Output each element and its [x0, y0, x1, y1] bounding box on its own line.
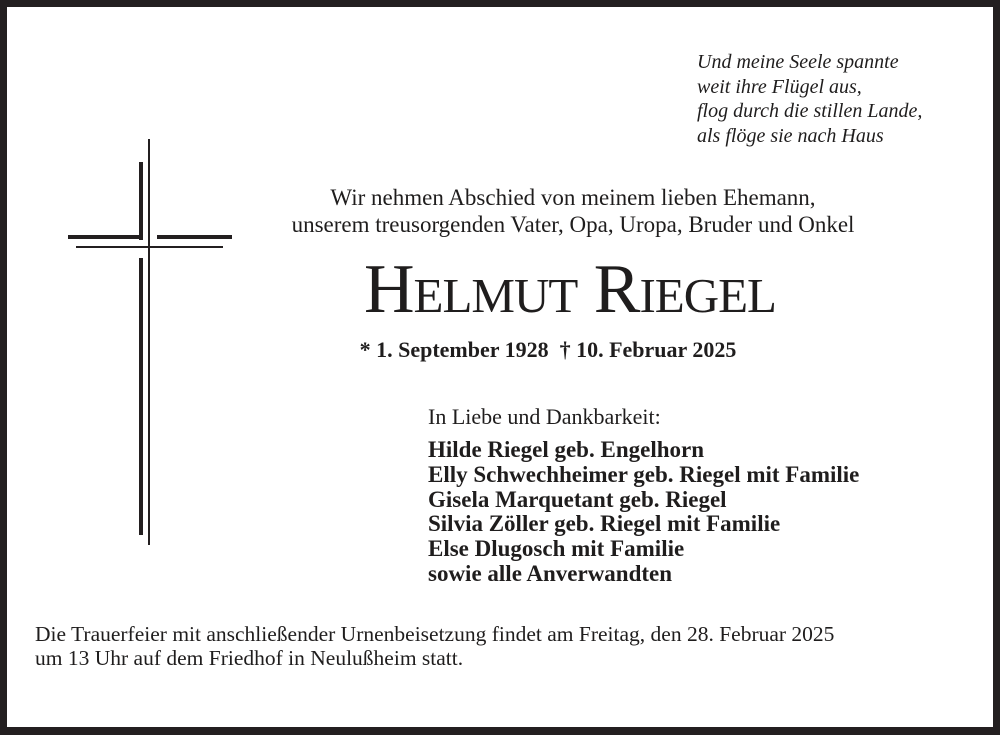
poem-line: Und meine Seele spannte — [697, 51, 899, 73]
intro-line: unserem treusorgenden Vater, Opa, Uropa, Bruder und Onkel — [291, 212, 855, 237]
deceased-name: Helmut Riegel — [364, 251, 776, 328]
mourners-list — [428, 438, 859, 587]
intro-text — [230, 184, 916, 238]
mourner: Hilde Riegel geb. Engelhorn — [428, 437, 704, 462]
intro-line: Wir nehmen Abschied von meinem lieben Ehemann, — [330, 185, 816, 210]
funeral-line: Die Trauerfeier mit anschließender Urnenbeisetzung findet am Freitag, den 28. Februar 2025 — [35, 622, 835, 646]
life-dates: * 1. September 1928 † 10. Februar 2025 — [359, 337, 737, 362]
mourner: Else Dlugosch mit Familie — [428, 536, 685, 562]
poem-line: als flöge sie nach Haus — [697, 124, 884, 147]
mourner: Silvia Zöller geb. Riegel mit Familie — [428, 511, 781, 537]
mourner: Elly Schwechheimer geb. Riegel mit Familie — [428, 461, 860, 487]
funeral-info — [35, 622, 834, 670]
poem — [697, 50, 922, 148]
mourner: Gisela Marquetant geb. Riegel — [428, 486, 727, 512]
mourner: sowie alle Anverwandten — [428, 560, 673, 586]
mourners-heading: In Liebe und Dankbarkeit: — [428, 404, 661, 429]
poem-line: flog durch die stillen Lande, — [697, 100, 923, 122]
funeral-line: um 13 Uhr auf dem Friedhof in Neulußheim statt. — [35, 646, 464, 670]
poem-line: weit ihre Flügel aus, — [697, 75, 862, 98]
